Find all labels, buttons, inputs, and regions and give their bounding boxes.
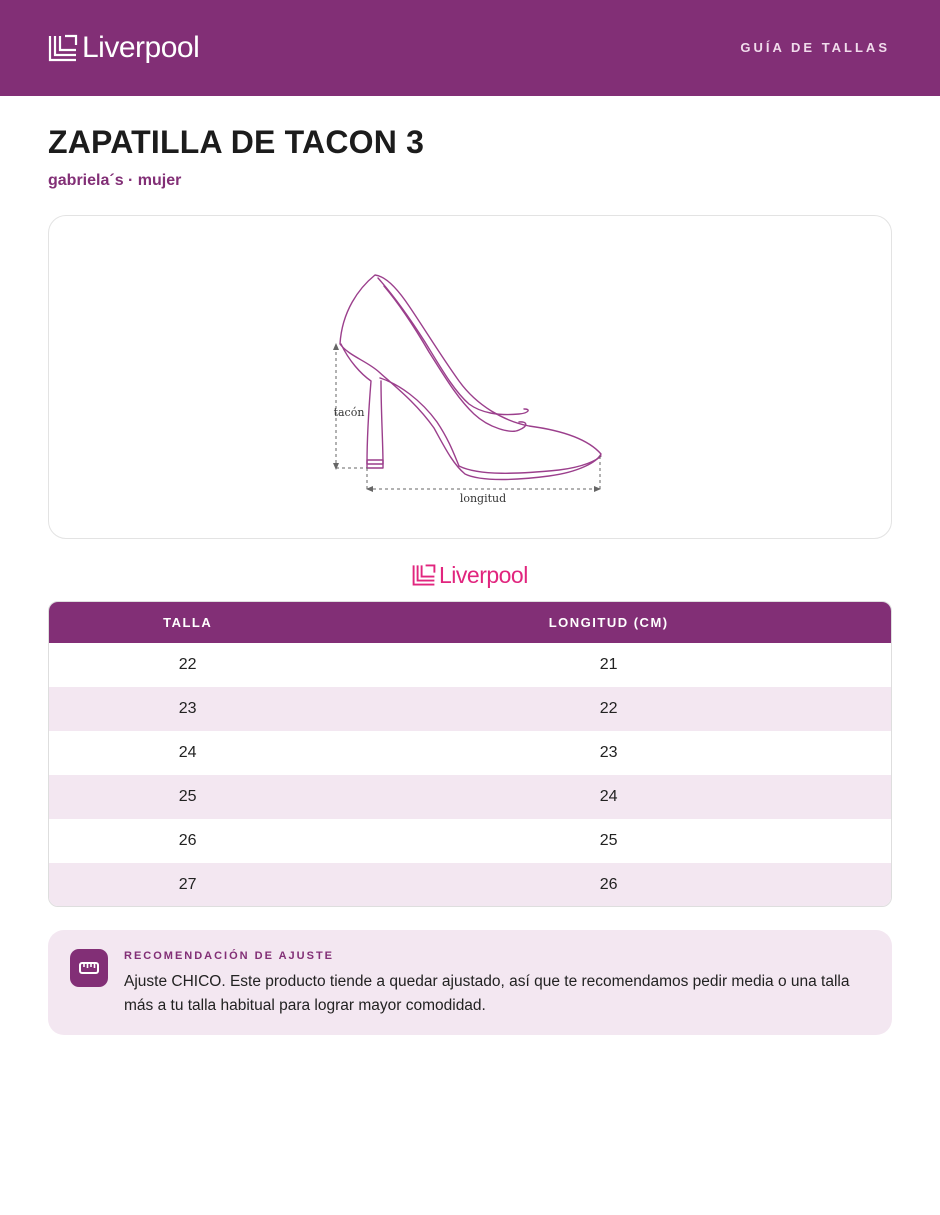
header-size: TALLA [163,615,213,630]
table-header [49,602,891,643]
fit-recommendation-box [48,930,892,1035]
brand-name: Liverpool [82,31,200,64]
shoe-diagram-card [48,215,892,539]
cell-size: 27 [178,876,197,893]
liverpool-logo-icon [48,34,78,62]
cell-length: 25 [599,832,618,849]
table-brand-name: Liverpool [439,561,528,588]
cell-size: 26 [178,832,197,849]
cell-length: 26 [599,876,618,893]
heel-label: tacón [333,406,365,419]
liverpool-logo-icon [412,563,436,587]
size-table [48,601,892,907]
cell-size: 24 [178,744,197,761]
table-row [49,863,891,907]
brand-logo[interactable] [48,31,199,65]
table-row [49,687,891,731]
size-guide-link[interactable]: GUÍA DE TALLAS [740,40,890,55]
cell-length: 21 [599,656,618,673]
recommendation-label: RECOMENDACIÓN DE AJUSTE [124,950,334,962]
cell-size: 22 [178,656,197,673]
table-row [49,819,891,863]
cell-length: 24 [599,788,618,805]
cell-length: 22 [599,700,618,717]
table-row [49,731,891,775]
table-row [49,775,891,819]
cell-size: 23 [178,700,197,717]
table-row [49,643,891,687]
recommendation-text: Ajuste CHICO. Este producto tiende a quedar ajustado, así que te recomendamos pedir media o una talla más a tu talla habitual para lograr mayor comodidad. [124,973,850,1014]
header-length: LONGITUD (CM) [548,615,669,630]
cell-length: 23 [599,744,618,761]
cell-size: 25 [178,788,197,805]
length-label: longitud [459,492,507,505]
ruler-icon [70,949,108,987]
top-header [0,0,940,96]
high-heel-shoe-icon [49,216,893,540]
product-subtitle: gabriela´s · mujer [48,172,182,189]
table-brand-logo [412,560,528,590]
product-title: ZAPATILLA DE TACON 3 [48,124,425,160]
